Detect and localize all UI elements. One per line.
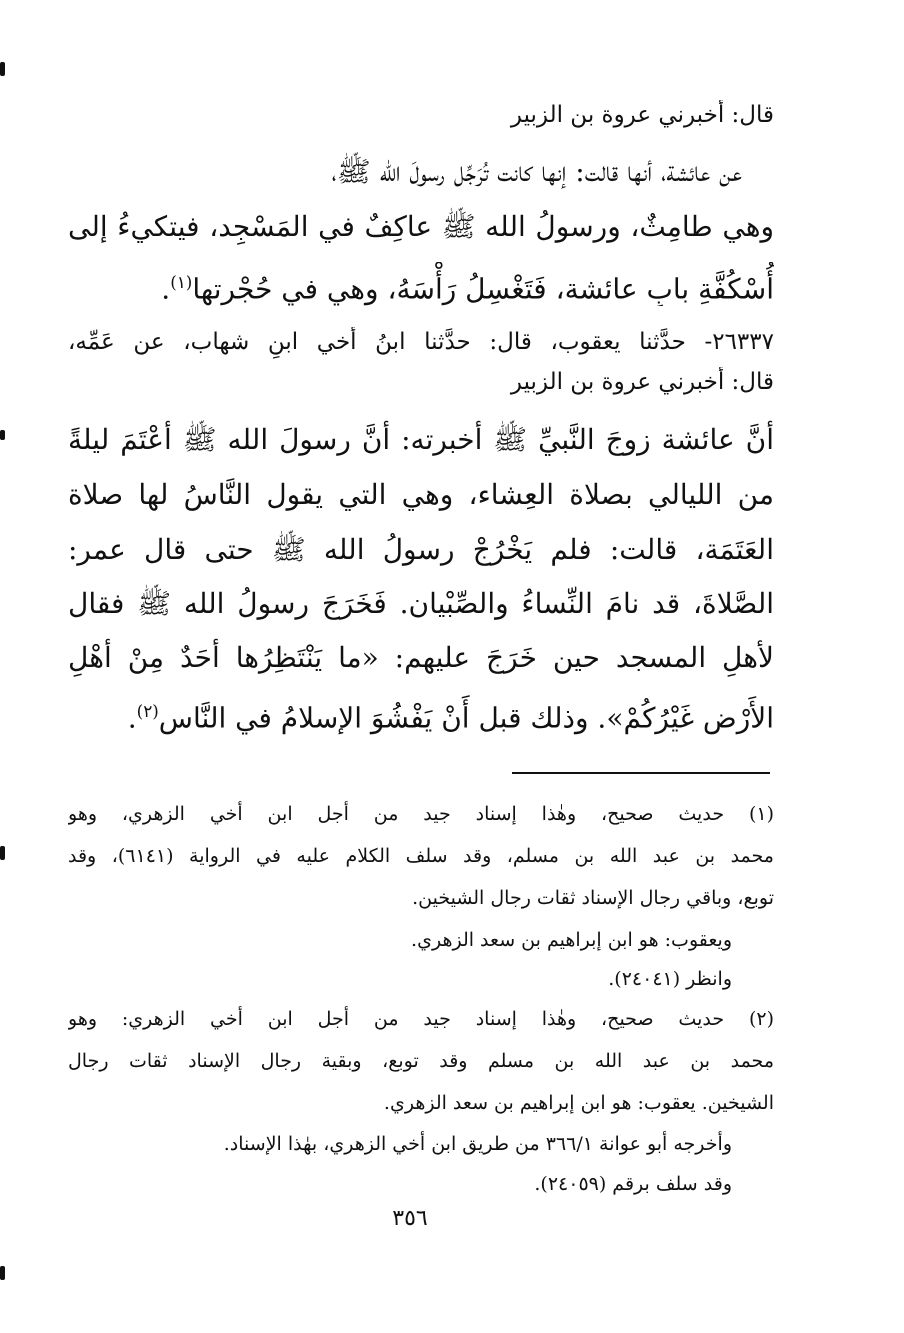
footnote-line bbox=[68, 926, 732, 956]
footnote-text: محمد بن عبد الله بن مسلم، وقد سلف الكلام عليه في الرواية (٦١٤١)، وقد bbox=[68, 845, 774, 867]
hadith-text: الأَرْضِ غَيْرُكُمْ». وذلك قبل أَنْ يَفْشُوَ الإسلامُ في النَّاس bbox=[158, 701, 774, 735]
footnote-text: وقد سلف برقم (٢٤٠٥٩). bbox=[534, 1173, 732, 1195]
hadith-text-line bbox=[68, 262, 774, 306]
hadith-text: من الليالي بصلاة العِشاء، وهي التي يقول النَّاسُ لها صلاة bbox=[68, 478, 774, 511]
scan-edge-mark bbox=[0, 62, 5, 76]
footnote-line bbox=[68, 1170, 732, 1200]
hadith-text-line bbox=[68, 207, 774, 251]
hadith-text: أُسْكُفَّةِ بابِ عائشة، فَتَغْسِلُ رَأْسَهُ، وهي في حُجْرتها bbox=[192, 272, 774, 306]
hadith-text-line bbox=[68, 638, 774, 682]
page-number: ٣٥٦ bbox=[392, 1206, 428, 1231]
footnote-line bbox=[68, 1005, 774, 1035]
hadith-text-line bbox=[68, 475, 774, 519]
hadith-text-line bbox=[68, 530, 774, 574]
footnote-line bbox=[68, 842, 774, 872]
footnote-line bbox=[68, 884, 774, 914]
scan-edge-mark bbox=[0, 1266, 5, 1280]
footnote-line bbox=[68, 1047, 774, 1077]
footnote-line bbox=[68, 1089, 774, 1119]
sentence-end: . bbox=[161, 272, 171, 306]
footnote-line bbox=[68, 800, 774, 830]
hadith-text: عن عائشة، أنها قالت: إنها كانت تُرَجِّل رسولَ الله ﷺ، bbox=[331, 155, 742, 188]
footnote-line bbox=[68, 965, 732, 995]
hadith-text: وهي طامِثٌ، ورسولُ الله ﷺ عاكِفٌ في المَسْجِد، فيتكيءُ إلى bbox=[68, 210, 774, 243]
footnote-text: (١) حديث صحيح، وهٰذا إسناد جيد من أجل ابن أخي الزهري، وهو bbox=[68, 803, 774, 825]
hadith-text: الصَّلاةَ، قد نامَ النِّساءُ والصِّبْيان. فَخَرَجَ رسولُ الله ﷺ فقال bbox=[68, 587, 774, 620]
hadith-header-text: ٢٦٣٣٧- حدَّثنا يعقوب، قال: حدَّثنا ابنُ أخي ابنِ شهاب، عن عَمِّه، bbox=[68, 329, 774, 355]
hadith-text-line bbox=[68, 584, 774, 628]
hadith-header-text: قال: أخبرني عروة بن الزبير bbox=[510, 369, 774, 395]
footnote-line bbox=[68, 1130, 732, 1160]
hadith-text: لأهلِ المسجد حين خَرَجَ عليهم: «ما يَنْتَظِرُها أَحَدٌ مِنْ أَهْلِ bbox=[68, 641, 774, 674]
footnote-text: الشيخين. يعقوب: هو ابن إبراهيم بن سعد الزهري. bbox=[383, 1092, 774, 1114]
hadith-text: أَنَّ عائشة زوجَ النَّبيِّ ﷺ أخبرته: أَنَّ رسولَ الله ﷺ أَعْتَمَ ليلةً bbox=[68, 423, 774, 456]
footnote-text: ويعقوب: هو ابن إبراهيم بن سعد الزهري. bbox=[411, 929, 732, 951]
footnote-text: وانظر (٢٤٠٤١). bbox=[608, 968, 732, 990]
hadith-text: العَتَمَة، قالت: فلم يَخْرُجْ رسولُ الله ﷺ حتى قال عمر: bbox=[68, 533, 774, 566]
footnote-reference: (١) bbox=[170, 272, 193, 292]
footnote-separator bbox=[512, 772, 770, 774]
hadith-text-line bbox=[68, 691, 774, 735]
hadith-header-line bbox=[68, 327, 774, 359]
hadith-text-line bbox=[68, 152, 742, 196]
footnote-text: محمد بن عبد الله بن مسلم وقد توبع، وبقية رجال الإسناد ثقات رجال bbox=[68, 1050, 774, 1072]
hadith-intro bbox=[68, 100, 774, 132]
footnote-text: (٢) حديث صحيح، وهٰذا إسناد جيد من أجل ابن أخي الزهري: وهو bbox=[68, 1008, 774, 1030]
hadith-intro-text: قال: أخبرني عروة بن الزبير bbox=[510, 102, 774, 128]
scan-edge-mark bbox=[0, 430, 5, 440]
footnote-reference: (٢) bbox=[136, 701, 159, 721]
footnote-text: توبع، وباقي رجال الإسناد ثقات رجال الشيخين. bbox=[412, 887, 774, 909]
hadith-text-line bbox=[68, 420, 774, 464]
footnote-text: وأخرجه أبو عوانة ٣٦٦/١ من طريق ابن أخي الزهري، بهٰذا الإسناد. bbox=[223, 1133, 732, 1155]
hadith-header-line bbox=[68, 367, 774, 399]
sentence-end: . bbox=[127, 701, 137, 735]
scan-edge-mark bbox=[0, 846, 5, 860]
